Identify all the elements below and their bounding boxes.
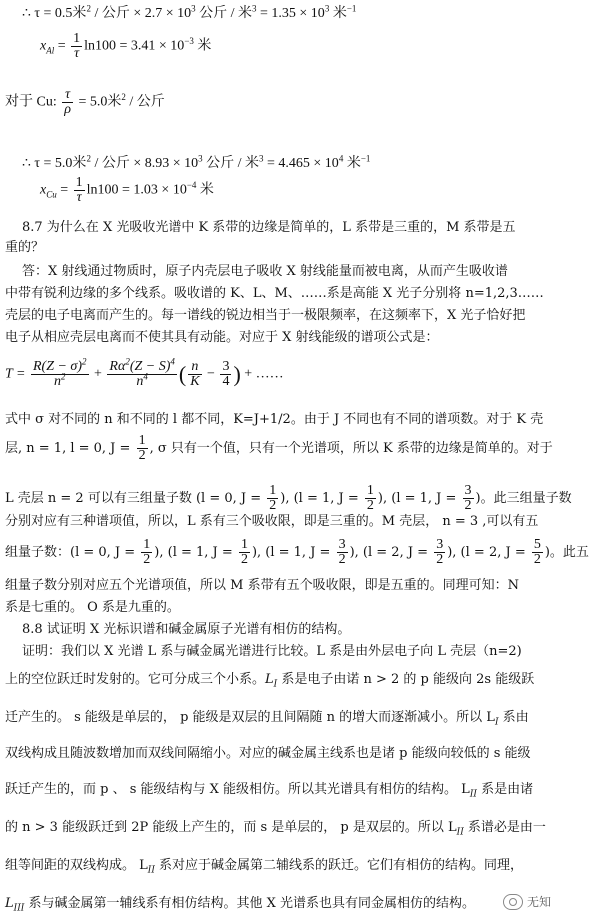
proof-line8: $L_{III}$ 系与碱金属第一辅线系有相仿结构。其他 X 光谱系也具有同金属相仿的结构。: [5, 896, 475, 914]
watermark: [503, 893, 551, 910]
answer-8-7-line1: 答：X 射线通过物质时，原子内壳层电子吸收 X 射线能量而被电离，从而产生吸收谱: [22, 264, 508, 279]
equation-tau-al: ∴ τ = 0.5米$^2$ / 公斤 × $2.7 \times 10^3$ 公斤 / 米$^3 = 1.35 \times 10^3$ 米$^{-1}$: [22, 3, 357, 21]
question-8-7-line1: 8.7 为什么在 X 光吸收光谱中 K 系带的边缘是简单的，L 系带是三重的，M 系带是五: [22, 220, 516, 235]
proof-line5: 跃迁产生的，而 p 、 s 能级结构与 X 能级相仿。所以其光谱具有相仿的结构。 $L_{II}$ 系是由诸: [5, 782, 534, 800]
term-formula: T = $\frac{R(Z - \sigma)^2}{n^2}$ + $\frac{R\alpha^2(Z - S)^4}{n^4}$ ( $\frac{n}{K}$ − $\frac{3}{4}$ ) + ……: [5, 356, 284, 389]
wechat-logo-icon: [503, 894, 523, 910]
proof-line3: 迁产生的。 s 能级是单层的， p 能级是双层的且间隔随 n 的增大而逐渐减小。所以 $L_I$ 系由: [5, 710, 529, 728]
answer-8-7-line2: 中带有锐利边缘的多个线系。吸收谱的 K、L、M、……系是高能 X 光子分别将 n=1,2,3……: [5, 286, 544, 301]
answer-8-7-line3: 壳层的电子电离而产生的。每一谱线的锐边相当于一极限频率，在这频率下，X 光子恰好把: [5, 308, 526, 323]
paragraph-line3: L 壳层 n = 2 可以有三组量子数 (l = 0, J = $\frac{1}{2}$ ), (l = 1, J = $\frac{1}{2}$ ), (l = 1, J = $\frac{3}{2}$ )。此三组量子数: [5, 483, 572, 513]
equation-x-cu: $x_{Cu}$ = $\frac{1}{\tau}$ $\ln 100 = 1.03 \times 10^{-4}$ 米: [40, 175, 214, 205]
paragraph-line1: 式中 σ 对不同的 n 和不同的 l 都不同，K=J+1/2。由于 J 不同也有不同的谱项数。对于 K 壳: [5, 412, 544, 427]
paragraph-line5: 组量子数：(l = 0, J = $\frac{1}{2}$ ), (l = 1, J = $\frac{1}{2}$ ), (l = 1, J = $\frac{3}{2}$ ), (l = 2, J = $\frac{3}{2}$ ), (l = 2, J = $\frac{5}{2}$ )。此五: [5, 537, 589, 567]
equation-x-al: $x_{Al}$ = $\frac{1}{\tau}$ $\ln 100 = 3.41 \times 10^{-3}$ 米: [40, 31, 212, 61]
proof-line7: 组等间距的双线构成。 $L_{II}$ 系对应于碱金属第二辅线系的跃迁。它们有相仿的结构。同理，: [5, 858, 524, 876]
paragraph-line7: 系是七重的。 O 系是九重的。: [5, 600, 180, 615]
paragraph-line2: 层, n = 1, l = 0, J = $\frac{1}{2}$ , σ 只有一个值，只有一个光谱项，所以 K 系带的边缘是简单的。对于: [5, 433, 553, 463]
equation-tau-rho-cu: 对于 Cu: $\frac{\tau}{\rho}$ = 5.0米$^2$ / 公斤: [5, 87, 165, 117]
proof-line6: 的 n > 3 能级跃迁到 2P 能级上产生的，而 s 是单层的， p 是双层的。所以 $L_{II}$ 系谱必是由一: [5, 820, 546, 838]
question-8-8-line1: 8.8 试证明 X 光标识谱和碱金属原子光谱有相仿的结构。: [22, 622, 351, 637]
watermark-text: 无知: [526, 895, 551, 909]
paragraph-line6: 组量子数分别对应五个光谱项值，所以 M 系带有五个吸收限，即是五重的。同理可知：N: [5, 578, 519, 593]
proof-line2: 上的空位跃迁时发射的。它可分成三个小系。$L_I$ 系是电子由诺 n > 2 的 p 能级向 2s 能级跃: [5, 672, 535, 690]
equation-tau-cu: ∴ τ = 5.0米$^2$ / 公斤 × $8.93 \times 10^3$ 公斤 / 米$^3 = 4.465 \times 10^4$ 米$^{-1}$: [22, 153, 371, 171]
paragraph-line4: 分别对应有三种谱项值，所以，L 系有三个吸收限，即是三重的。M 壳层， n = 3 ,可以有五: [5, 514, 539, 529]
answer-8-7-line4: 电子从相应壳层电离而不使其具有动能。对应于 X 射线能级的谱项公式是：: [5, 330, 439, 345]
proof-line4: 双线构成且随波数增加而双线间隔缩小。对应的碱金属主线系也是诸 p 能级向较低的 s 能级: [5, 746, 531, 761]
question-8-7-line2: 重的？: [5, 240, 45, 255]
proof-line1: 证明：我们以 X 光谱 L 系与碱金属光谱进行比较。L 系是由外层电子向 L 壳层（n=2): [22, 644, 522, 659]
